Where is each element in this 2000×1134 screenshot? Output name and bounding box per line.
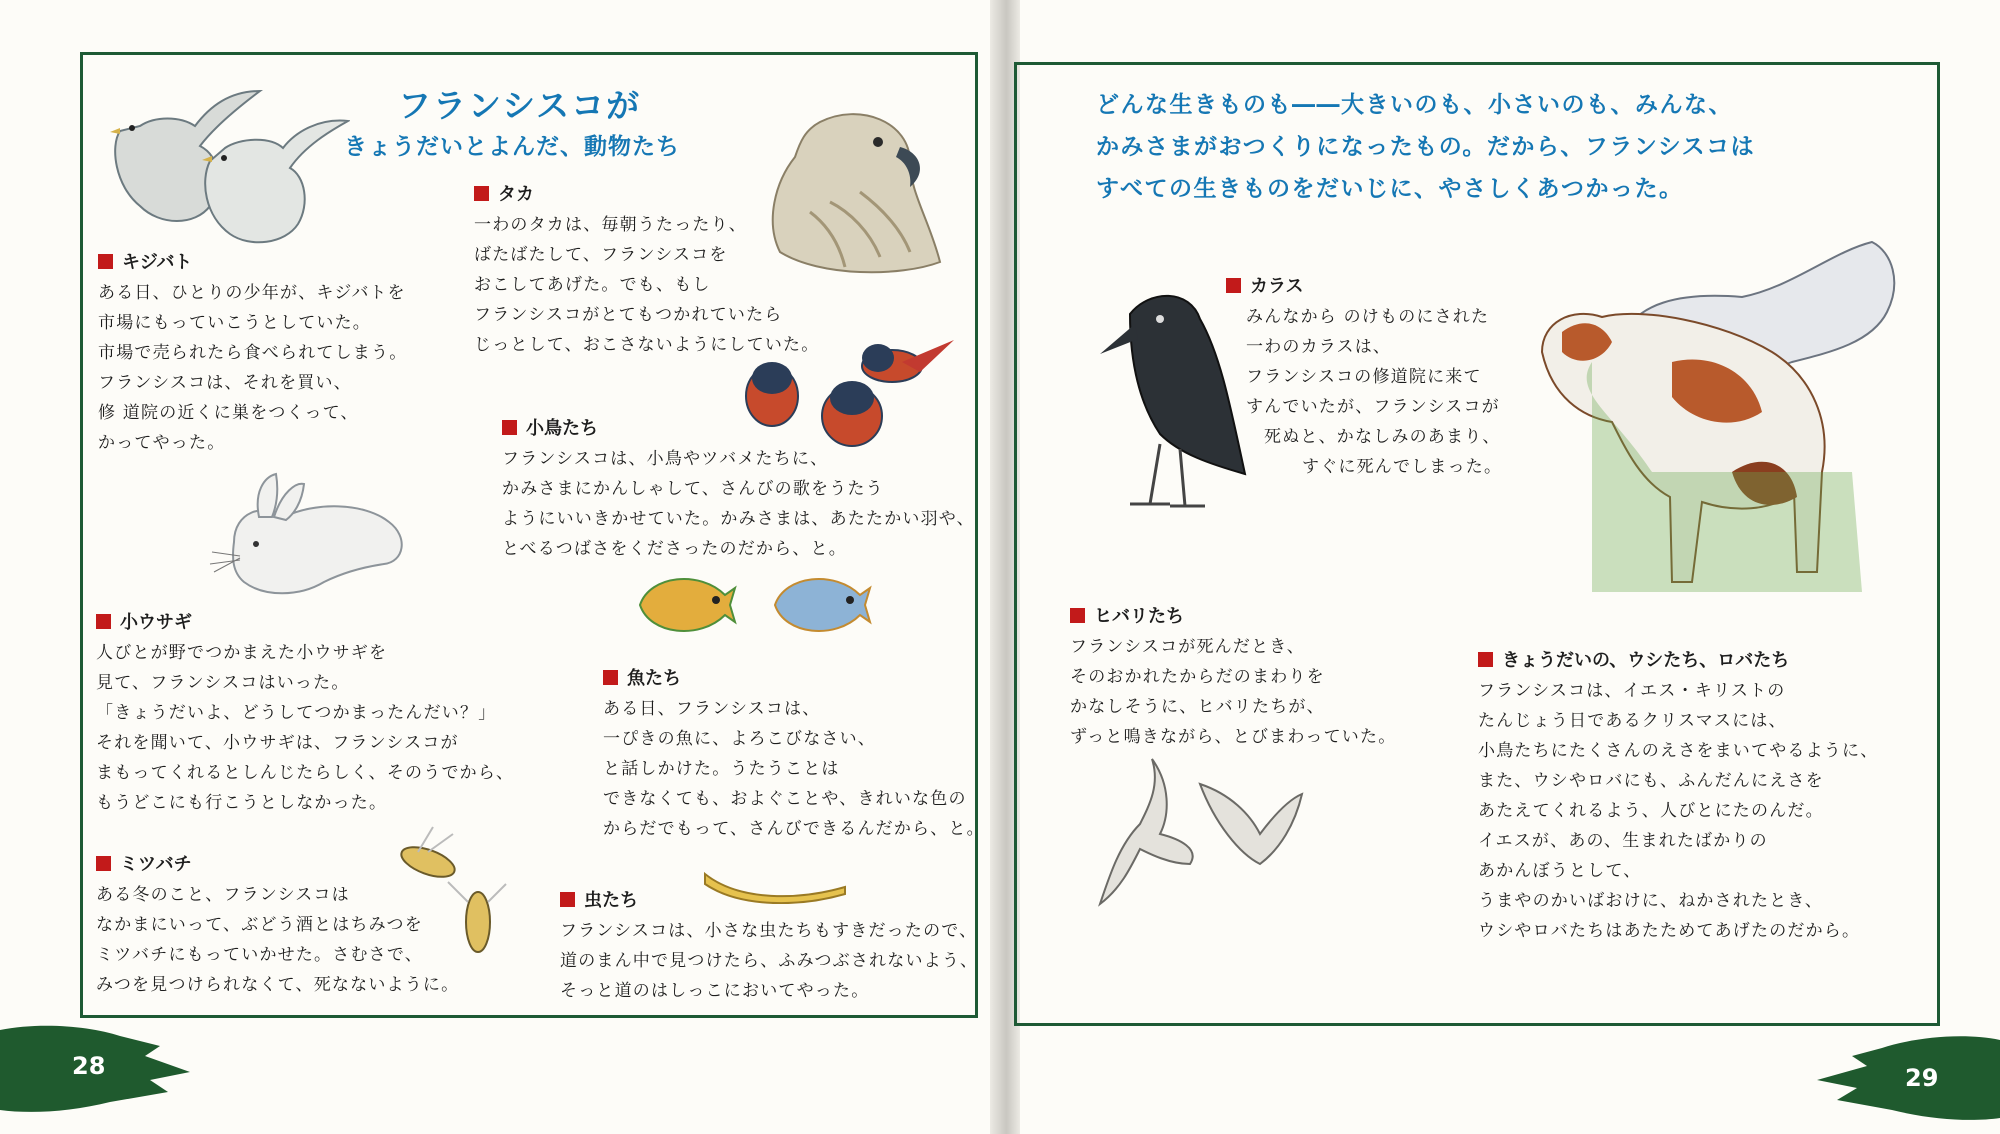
red-square-marker	[1070, 608, 1085, 623]
red-square-marker	[560, 892, 575, 907]
section-kousagi	[96, 608, 514, 818]
section-hibaritachi	[1070, 602, 1396, 752]
section-heading: 小ウサギ	[96, 608, 514, 634]
red-square-marker	[96, 856, 111, 871]
page-subtitle: きょうだいとよんだ、動物たち	[344, 134, 680, 160]
red-square-marker	[502, 420, 517, 435]
intro-text: どんな生きものも――大きいのも、小さいのも、みんな、 かみさまがおつくりになったもの。だから、フランシスコは すべての生きものをだいじに、やさしくあつかった。	[1096, 92, 1756, 202]
section-heading: 魚たち	[603, 664, 985, 690]
doves-illustration	[100, 76, 350, 246]
songbirds-illustration	[742, 336, 957, 456]
section-body: フランシスコは、小さな虫たちもすきだったので、 道のまん中で見つけたら、ふみつぶされないよう、 そっと道のはしっこにおいてやった。	[560, 921, 979, 1001]
section-kijibato	[98, 248, 407, 458]
section-karasu	[1226, 272, 1502, 482]
section-ushi-roba	[1478, 646, 1878, 946]
section-heading: 虫たち	[560, 886, 978, 912]
section-body: 一わのタカは、毎朝うたったり、 ばたばたして、フランシスコを おこしてあげた。でも、もし フランシスコがとてもつかれていたら じっとして、おこさないようにしていた。	[474, 215, 820, 355]
section-heading: ヒバリたち	[1070, 602, 1396, 628]
larks-illustration	[1090, 754, 1310, 910]
page-title: フランシスコが	[398, 86, 642, 125]
section-body: フランシスコは、小鳥やツバメたちに、 かみさまにかんしゃして、さんびの歌をうたう ようにいいきかせていた。かみさまは、あたたかい羽や、 とべるつばさをくださったのだから、と。	[502, 449, 975, 559]
section-body: ある冬のこと、フランシスコは なかまにいって、ぶどう酒とはちみつを ミツバチにもっていかせた。さむさで、 みつを見つけられなくて、死なないように。	[96, 885, 460, 995]
page-number-right: 29	[1905, 1064, 1939, 1092]
section-heading: カラス	[1226, 272, 1502, 298]
donkey-ox-illustration	[1532, 212, 1912, 632]
crow-illustration	[1090, 284, 1255, 524]
worm-illustration	[700, 862, 850, 904]
fish-illustration	[630, 560, 880, 650]
red-square-marker	[1478, 652, 1493, 667]
section-heading: ミツバチ	[96, 850, 459, 876]
section-body: ある日、ひとりの少年が、キジバトを 市場にもっていこうとしていた。 市場で売られたら食べられてしまう。 フランシスコは、それを買い、 修 道院の近くに巣をつくって、 かってやった。	[98, 283, 408, 453]
red-square-marker	[96, 614, 111, 629]
rabbit-illustration	[204, 472, 414, 612]
section-heading: キジバト	[98, 248, 407, 274]
section-body: フランシスコは、イエス・キリストの たんじょう日であるクリスマスには、 小鳥たちにたくさんのえさをまいてやるように、 また、ウシやロバにも、ふんだんにえさを あたえてくれるよう、人びとにたのんだ。 イエスが、あの、生まれたばかりの あかんぼうとして、 うまやのかいばおけに、ねかされたとき、 ウシやロバたちはあたためてあげたのだから。	[1478, 681, 1879, 941]
section-mushitachi	[560, 886, 978, 1006]
red-square-marker	[474, 186, 489, 201]
section-heading: タカ	[474, 180, 819, 206]
section-body: フランシスコが死んだとき、 そのおかれたからだのまわりを かなしそうに、ヒバリたちが、 ずっと鳴きながら、とびまわっていた。	[1070, 637, 1397, 747]
bees-illustration	[358, 822, 508, 972]
red-square-marker	[98, 254, 113, 269]
section-heading: きょうだいの、ウシたち、ロバたち	[1478, 646, 1878, 672]
section-body: ある日、フランシスコは、 一ぴきの魚に、よろこびなさい、 と話しかけた。うたうことは できなくても、およぐことや、きれいな色の からだでもって、さんびできるんだから、と。	[603, 699, 985, 839]
section-body: みんなから のけものにされた 一わのカラスは、 フランシスコの修道院に来て すんでいたが、フランシスコが 死ぬと、かなしみのあまり、 すぐに死んでしまった。	[1246, 307, 1503, 477]
section-heading: 小鳥たち	[502, 414, 975, 440]
hawk-illustration	[760, 102, 950, 282]
section-sakanatachi	[603, 664, 985, 844]
page-number-left: 28	[72, 1052, 106, 1080]
red-square-marker	[603, 670, 618, 685]
section-body: 人びとが野でつかまえた小ウサギを 見て、フランシスコはいった。 「きょうだいよ、どうしてつかまったんだい？」 それを聞いて、小ウサギは、フランシスコが まもってくれるとしんじたらしく、そのうでから、 もうどこにも行こうとしなかった。	[96, 643, 515, 813]
